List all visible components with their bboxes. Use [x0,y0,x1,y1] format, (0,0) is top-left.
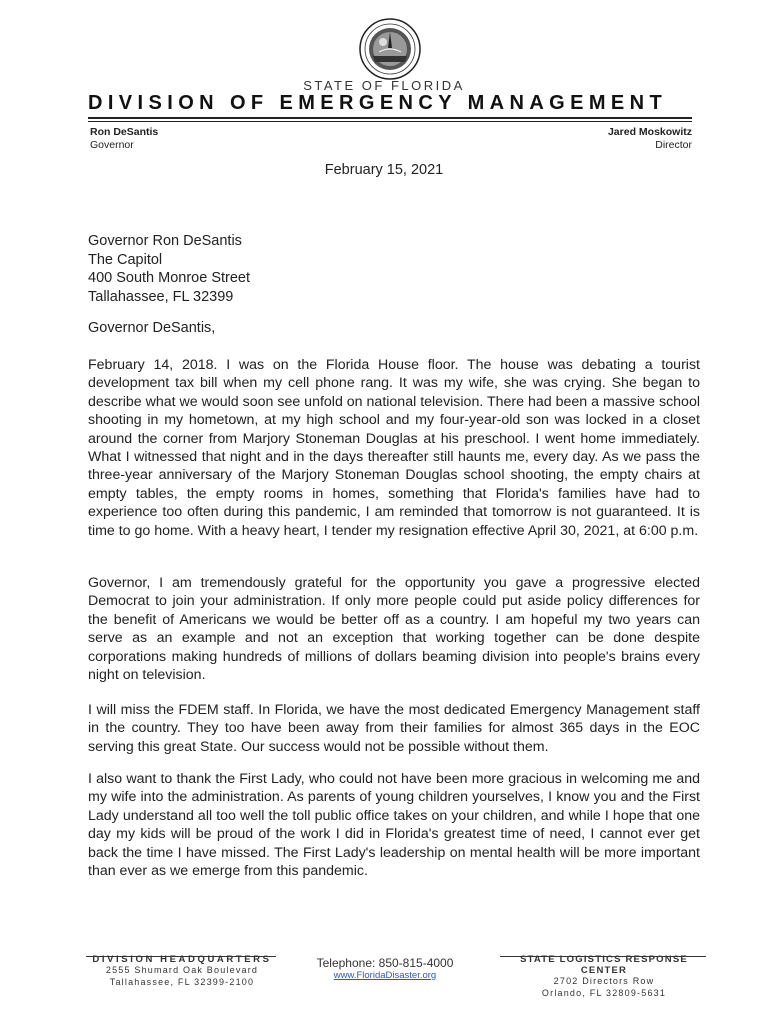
state-name: STATE OF FLORIDA [303,78,465,93]
division-title: DIVISION OF EMERGENCY MANAGEMENT [88,92,668,114]
logistics-street: 2702 Directors Row [553,976,655,986]
headquarters-city: Tallahassee, FL 32399-2100 [109,976,255,987]
footer-logistics [500,954,708,999]
header-rule-thin [88,121,692,122]
body-paragraph: February 14, 2018. I was on the Florida House floor. The house was debating a tourist development tax bill when my cell phone rang. It was my wife, she was crying. She began to describe what we would soon see unfold on national television. There had been a massive school shooting in my hometown, at my high school and my four-year-old son was locked in a closet around the corner from Marjory Stoneman Douglas at his preschool. I went home immediately. What I witnessed that night and in the days thereafter still haunts me, every day. As we pass the three-year anniversary of the Marjory Stoneman Douglas school shooting, the empty chairs at empty tables, the empty rooms in homes, something that Florida's families have had to experience too often during this pandemic, I am reminded that tomorrow is not guaranteed. It is time to go home. With a heavy heart, I tender my resignation effective April 30, 2021, at 6:00 p.m. [88,357,700,539]
headquarters-heading: DIVISION HEADQUARTERS [92,954,272,965]
body-paragraph: I also want to thank the First Lady, who could not have been more gracious in welcoming me and my wife into the administration. As parents of young children yourselves, I know you and the First Lady understand all too well the toll public office takes on your children, and while I hope that one day my kids will be proud of the work I did in Florida's greatest time of need, I cannot ever get back the time I have missed. The First Lady's leadership on mental health will be more important than ever as we emerge from this pandemic. [88,771,700,880]
logistics-city: Orlando, FL 32809-5631 [541,987,667,998]
director-block [608,126,692,152]
header-rule [88,117,692,119]
governor-name: Ron DeSantis [90,126,159,138]
body-paragraph: Governor, I am tremendously grateful for the opportunity you gave a progressive elected Democrat to join your administration. If only more people could put aside policy differences for the benefit of Americans we would be better off as a country. I am hopeful my two years can serve as an example and not an exception that working together can be done despite corporations making hundreds of millions of dollars beaming division into people's brains every night on television. [88,575,700,684]
recipient-address [88,232,250,306]
telephone: Telephone: 850-815-4000 [316,956,454,970]
website-link[interactable]: www.FloridaDisaster.org [333,970,437,981]
address-line: 400 South Monroe Street [88,270,251,286]
address-line: Governor Ron DeSantis [88,233,242,249]
headquarters-street: 2555 Shumard Oak Boulevard [105,965,259,975]
florida-state-seal-icon [359,18,421,80]
address-line: The Capitol [88,251,163,268]
governor-block [90,126,158,152]
body-paragraph: I will miss the FDEM staff. In Florida, we have the most dedicated Emergency Management staff in the country. They too have been away from their families for almost 365 days in the EOC serving this great State. Our success would not be possible without them. [88,702,700,755]
governor-title: Governor [90,139,134,151]
footer-contact [300,956,470,981]
footer-headquarters [86,954,278,988]
logistics-heading: STATE LOGISTICS RESPONSE CENTER [520,954,688,976]
address-line: Tallahassee, FL 32399 [88,288,234,305]
director-title: Director [655,139,692,151]
salutation: Governor DeSantis, [88,320,216,336]
director-name: Jared Moskowitz [607,126,692,138]
letter-date: February 15, 2021 [324,162,444,178]
